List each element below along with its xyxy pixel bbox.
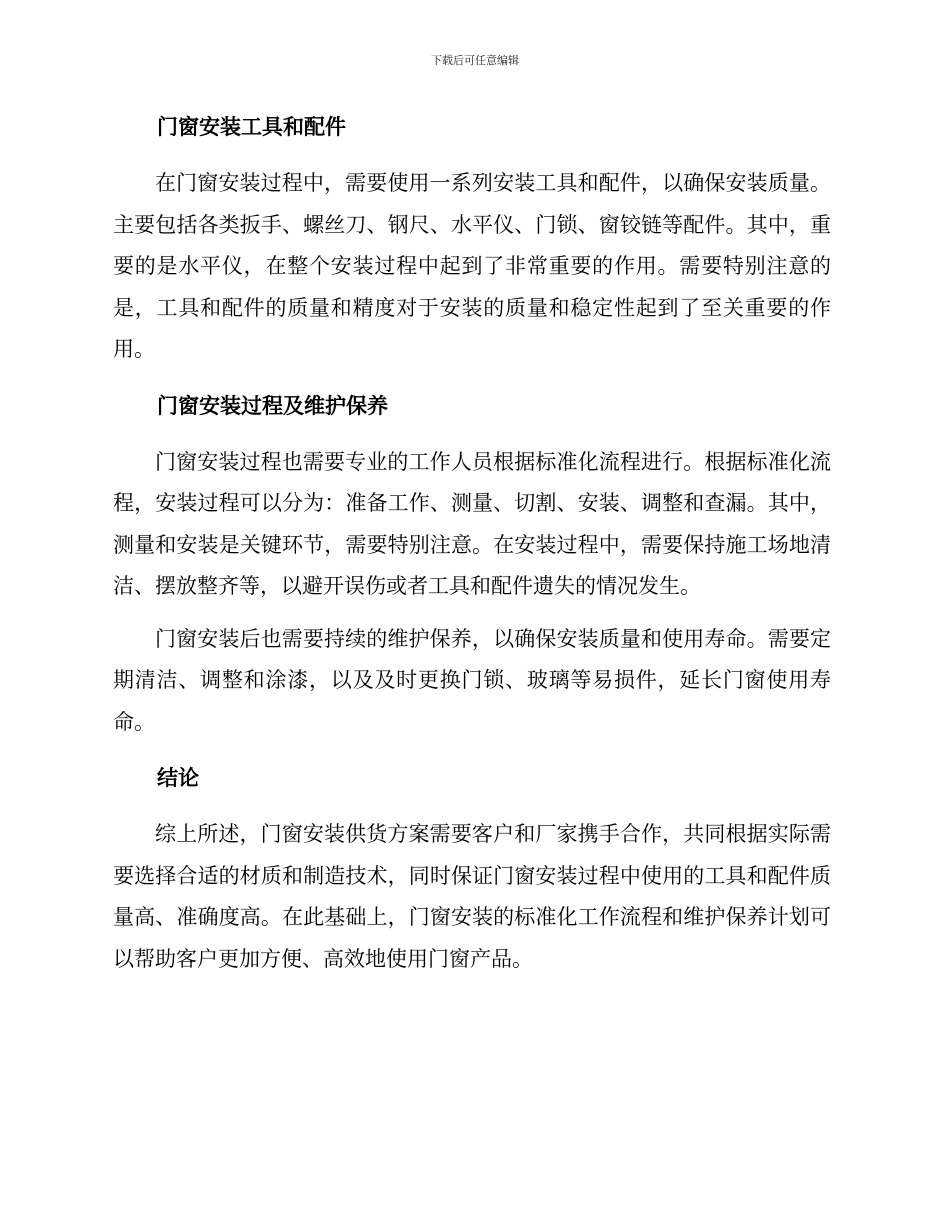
page-header: 下载后可任意编辑	[431, 54, 519, 67]
paragraph-tools: 在门窗安装过程中，需要使用一系列安装工具和配件，以确保安装质量。主要包括各类扳手、螺丝刀、钢尺、水平仪、门锁、窗铰链等配件。其中，重要的是水平仪，在整个安装过程中起到了非常重要的作用。需要特别注意的是，工具和配件的质量和精度对于安装的质量和稳定性起到了至关重要的作用。	[113, 171, 831, 361]
section-heading-process: 门窗安装过程及维护保养	[157, 393, 388, 418]
paragraph-process: 门窗安装过程也需要专业的工作人员根据标准化流程进行。根据标准化流程，安装过程可以分为：准备工作、测量、切割、安装、调整和查漏。其中，测量和安装是关键环节，需要特别注意。在安装过程中，需要保持施工场地清洁、摆放整齐等，以避开误伤或者工具和配件遗失的情况发生。	[113, 449, 831, 598]
document-body	[113, 107, 831, 980]
paragraph-conclusion: 综上所述，门窗安装供货方案需要客户和厂家携手合作，共同根据实际需要选择合适的材质和制造技术，同时保证门窗安装过程中使用的工具和配件质量高、准确度高。在此基础上，门窗安装的标准化工作流程和维护保养计划可以帮助客户更加方便、高效地使用门窗产品。	[113, 822, 831, 971]
section-heading-conclusion: 结论	[157, 766, 199, 790]
paragraph-maintenance: 门窗安装后也需要持续的维护保养，以确保安装质量和使用寿命。需要定期清洁、调整和涂漆，以及及时更换门锁、玻璃等易损件，延长门窗使用寿命。	[113, 626, 831, 734]
section-heading-tools: 门窗安装工具和配件	[157, 115, 346, 139]
